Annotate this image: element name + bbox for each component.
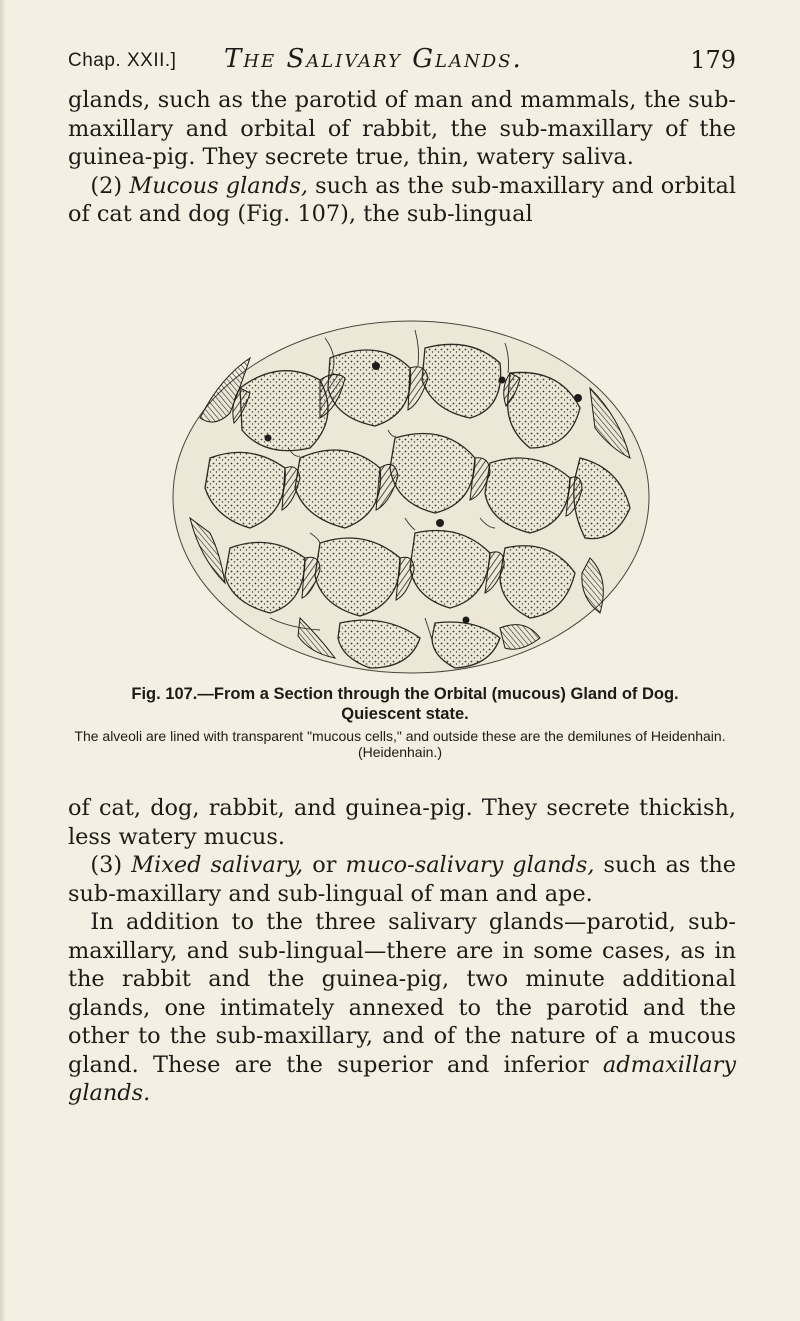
paragraph-2-lead: (2) xyxy=(90,172,130,199)
mucous-glands-term: Mucous glands, xyxy=(129,172,308,199)
paragraph-1: glands, such as the parotid of man and mammals, the sub-maxillary and orbital of rabbit, the sub-maxillary of the guinea-pig. They secrete true, thin, watery saliva. xyxy=(68,87,736,170)
text-block-bottom xyxy=(68,794,736,1108)
gland-section-illustration xyxy=(170,318,652,676)
chapter-label: Chap. XXII.] xyxy=(68,50,177,71)
page-edge xyxy=(0,0,6,1321)
figure-label: Fig. 107. xyxy=(131,685,198,703)
admaxillary-term: admaxillary glands. xyxy=(68,1051,736,1106)
text-block-top xyxy=(68,86,736,229)
page-number: 179 xyxy=(690,46,736,74)
paragraph-4-rest: such as the sub-maxillary and sub-lingual of man and ape. xyxy=(68,852,737,907)
paragraph-3: of cat, dog, rabbit, and guinea-pig. They secrete thickish, less watery mucus. xyxy=(68,795,736,850)
running-title: The Salivary Glands. xyxy=(224,44,523,74)
mixed-salivary-term: Mixed salivary, xyxy=(131,852,304,878)
paragraph-4-or: or xyxy=(303,852,346,878)
figure-note xyxy=(70,728,730,760)
figure-caption-text: —From a Section through the Orbital (mucous) Gland of Dog. Quiescent state. xyxy=(197,685,679,723)
running-header xyxy=(68,44,736,84)
paragraph-2-rest: such as the sub-maxillary and orbital of cat and dog (Fig. 107), the sub-lingual xyxy=(68,172,736,227)
muco-salivary-term: muco-salivary glands, xyxy=(345,852,595,878)
figure-note-text: The alveoli are lined with transparent "mucous cells," and outside these are the demilunes of Heidenhain. (Heidenhain.) xyxy=(74,728,726,760)
figure-caption xyxy=(100,684,710,724)
paragraph-4-lead: (3) xyxy=(90,852,132,878)
paragraph-5: In addition to the three salivary glands—parotid, sub-maxillary, and sub-lingual—there are in some cases, as in the rabbit and the guinea-pig, two minute additional glands, one intimately annexed to the parotid and the other to the sub-maxillary, and of the nature of a mucous gland. These are the superior and inferior xyxy=(68,909,736,1078)
